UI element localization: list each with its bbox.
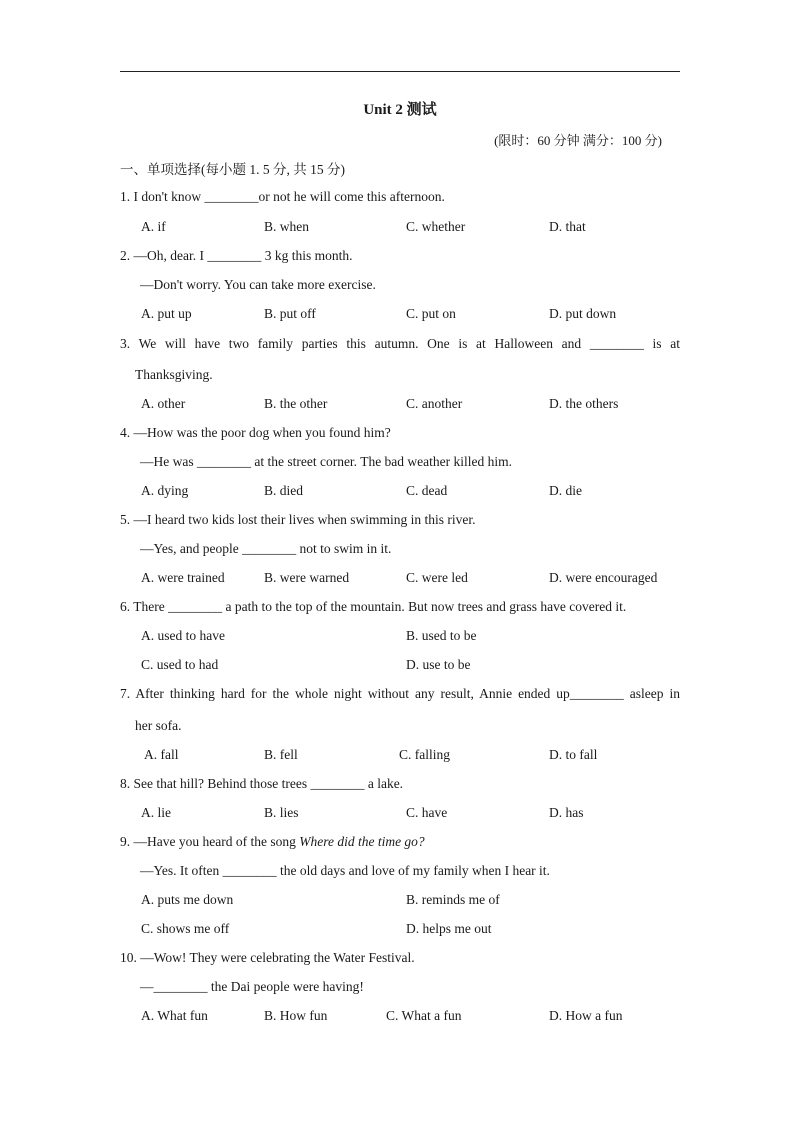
option-5b: B. were warned [264, 570, 350, 585]
option-7b: B. fell [264, 747, 298, 762]
question-7-cont: her sofa. [135, 718, 182, 733]
option-9d: D. helps me out [406, 921, 492, 936]
option-6d: D. use to be [406, 657, 471, 672]
option-7c: C. falling [399, 747, 450, 762]
option-5a: A. were trained [141, 570, 225, 585]
question-1: 1. I don't know ________or not he will come this afternoon. [120, 189, 445, 204]
option-6c: C. used to had [141, 657, 219, 672]
option-10b: B. How fun [264, 1008, 328, 1023]
option-9c: C. shows me off [141, 921, 230, 936]
question-5-reply: —Yes, and people ________ not to swim in it. [140, 541, 392, 556]
question-5: 5. —I heard two kids lost their lives when swimming in this river. [120, 512, 476, 527]
option-2c: C. put on [406, 306, 456, 321]
option-4a: A. dying [141, 483, 189, 498]
option-7a: A. fall [144, 747, 179, 762]
option-9a: A. puts me down [141, 892, 234, 907]
question-4: 4. —How was the poor dog when you found him? [120, 425, 391, 440]
option-1a: A. if [141, 219, 166, 234]
option-2a: A. put up [141, 306, 192, 321]
option-3a: A. other [141, 396, 186, 411]
page-title: Unit 2 测试 [363, 102, 437, 118]
section-heading: 一、单项选择(每小题 1. 5 分, 共 15 分) [120, 162, 345, 177]
option-9b: B. reminds me of [406, 892, 500, 907]
exam-meta: (限时：60 分钟 满分：100 分) [494, 133, 662, 148]
option-3c: C. another [406, 396, 463, 411]
question-6: 6. There ________ a path to the top of the mountain. But now trees and grass have covered it. [120, 599, 627, 614]
question-9-text: 9. —Have you heard of the song [120, 834, 300, 849]
option-1c: C. whether [406, 219, 466, 234]
question-10-reply: —________ the Dai people were having! [140, 979, 364, 994]
option-10d: D. How a fun [549, 1008, 623, 1023]
question-3: 3. We will have two family parties this autumn. One is at Halloween and ________ is at [120, 336, 680, 351]
question-8: 8. See that hill? Behind those trees ________ a lake. [120, 776, 404, 791]
option-2d: D. put down [549, 306, 617, 321]
option-6a: A. used to have [141, 628, 225, 643]
song-title: Where did the time go? [299, 834, 425, 849]
question-3-cont: Thanksgiving. [135, 367, 213, 382]
question-2-reply: —Don't worry. You can take more exercise. [140, 277, 376, 292]
option-8b: B. lies [264, 805, 299, 820]
question-2: 2. —Oh, dear. I ________ 3 kg this month. [120, 248, 353, 263]
option-2b: B. put off [264, 306, 316, 321]
option-4c: C. dead [406, 483, 448, 498]
question-9-reply: —Yes. It often ________ the old days and love of my family when I hear it. [140, 863, 550, 878]
question-7: 7. After thinking hard for the whole night without any result, Annie ended up________ asleep in [120, 686, 680, 701]
option-4b: B. died [264, 483, 303, 498]
option-8c: C. have [406, 805, 448, 820]
option-3b: B. the other [264, 396, 328, 411]
question-10: 10. —Wow! They were celebrating the Water Festival. [120, 950, 415, 965]
option-10a: A. What fun [141, 1008, 208, 1023]
option-8a: A. lie [141, 805, 171, 820]
option-1b: B. when [264, 219, 309, 234]
option-4d: D. die [549, 483, 582, 498]
option-5c: C. were led [406, 570, 468, 585]
option-8d: D. has [549, 805, 584, 820]
question-4-reply: —He was ________ at the street corner. The bad weather killed him. [140, 454, 513, 469]
option-5d: D. were encouraged [549, 570, 658, 585]
option-1d: D. that [549, 219, 586, 234]
option-10c: C. What a fun [386, 1008, 462, 1023]
option-6b: B. used to be [406, 628, 477, 643]
header-rule [120, 71, 680, 72]
question-9 [120, 834, 425, 850]
option-7d: D. to fall [549, 747, 598, 762]
option-3d: D. the others [549, 396, 619, 411]
